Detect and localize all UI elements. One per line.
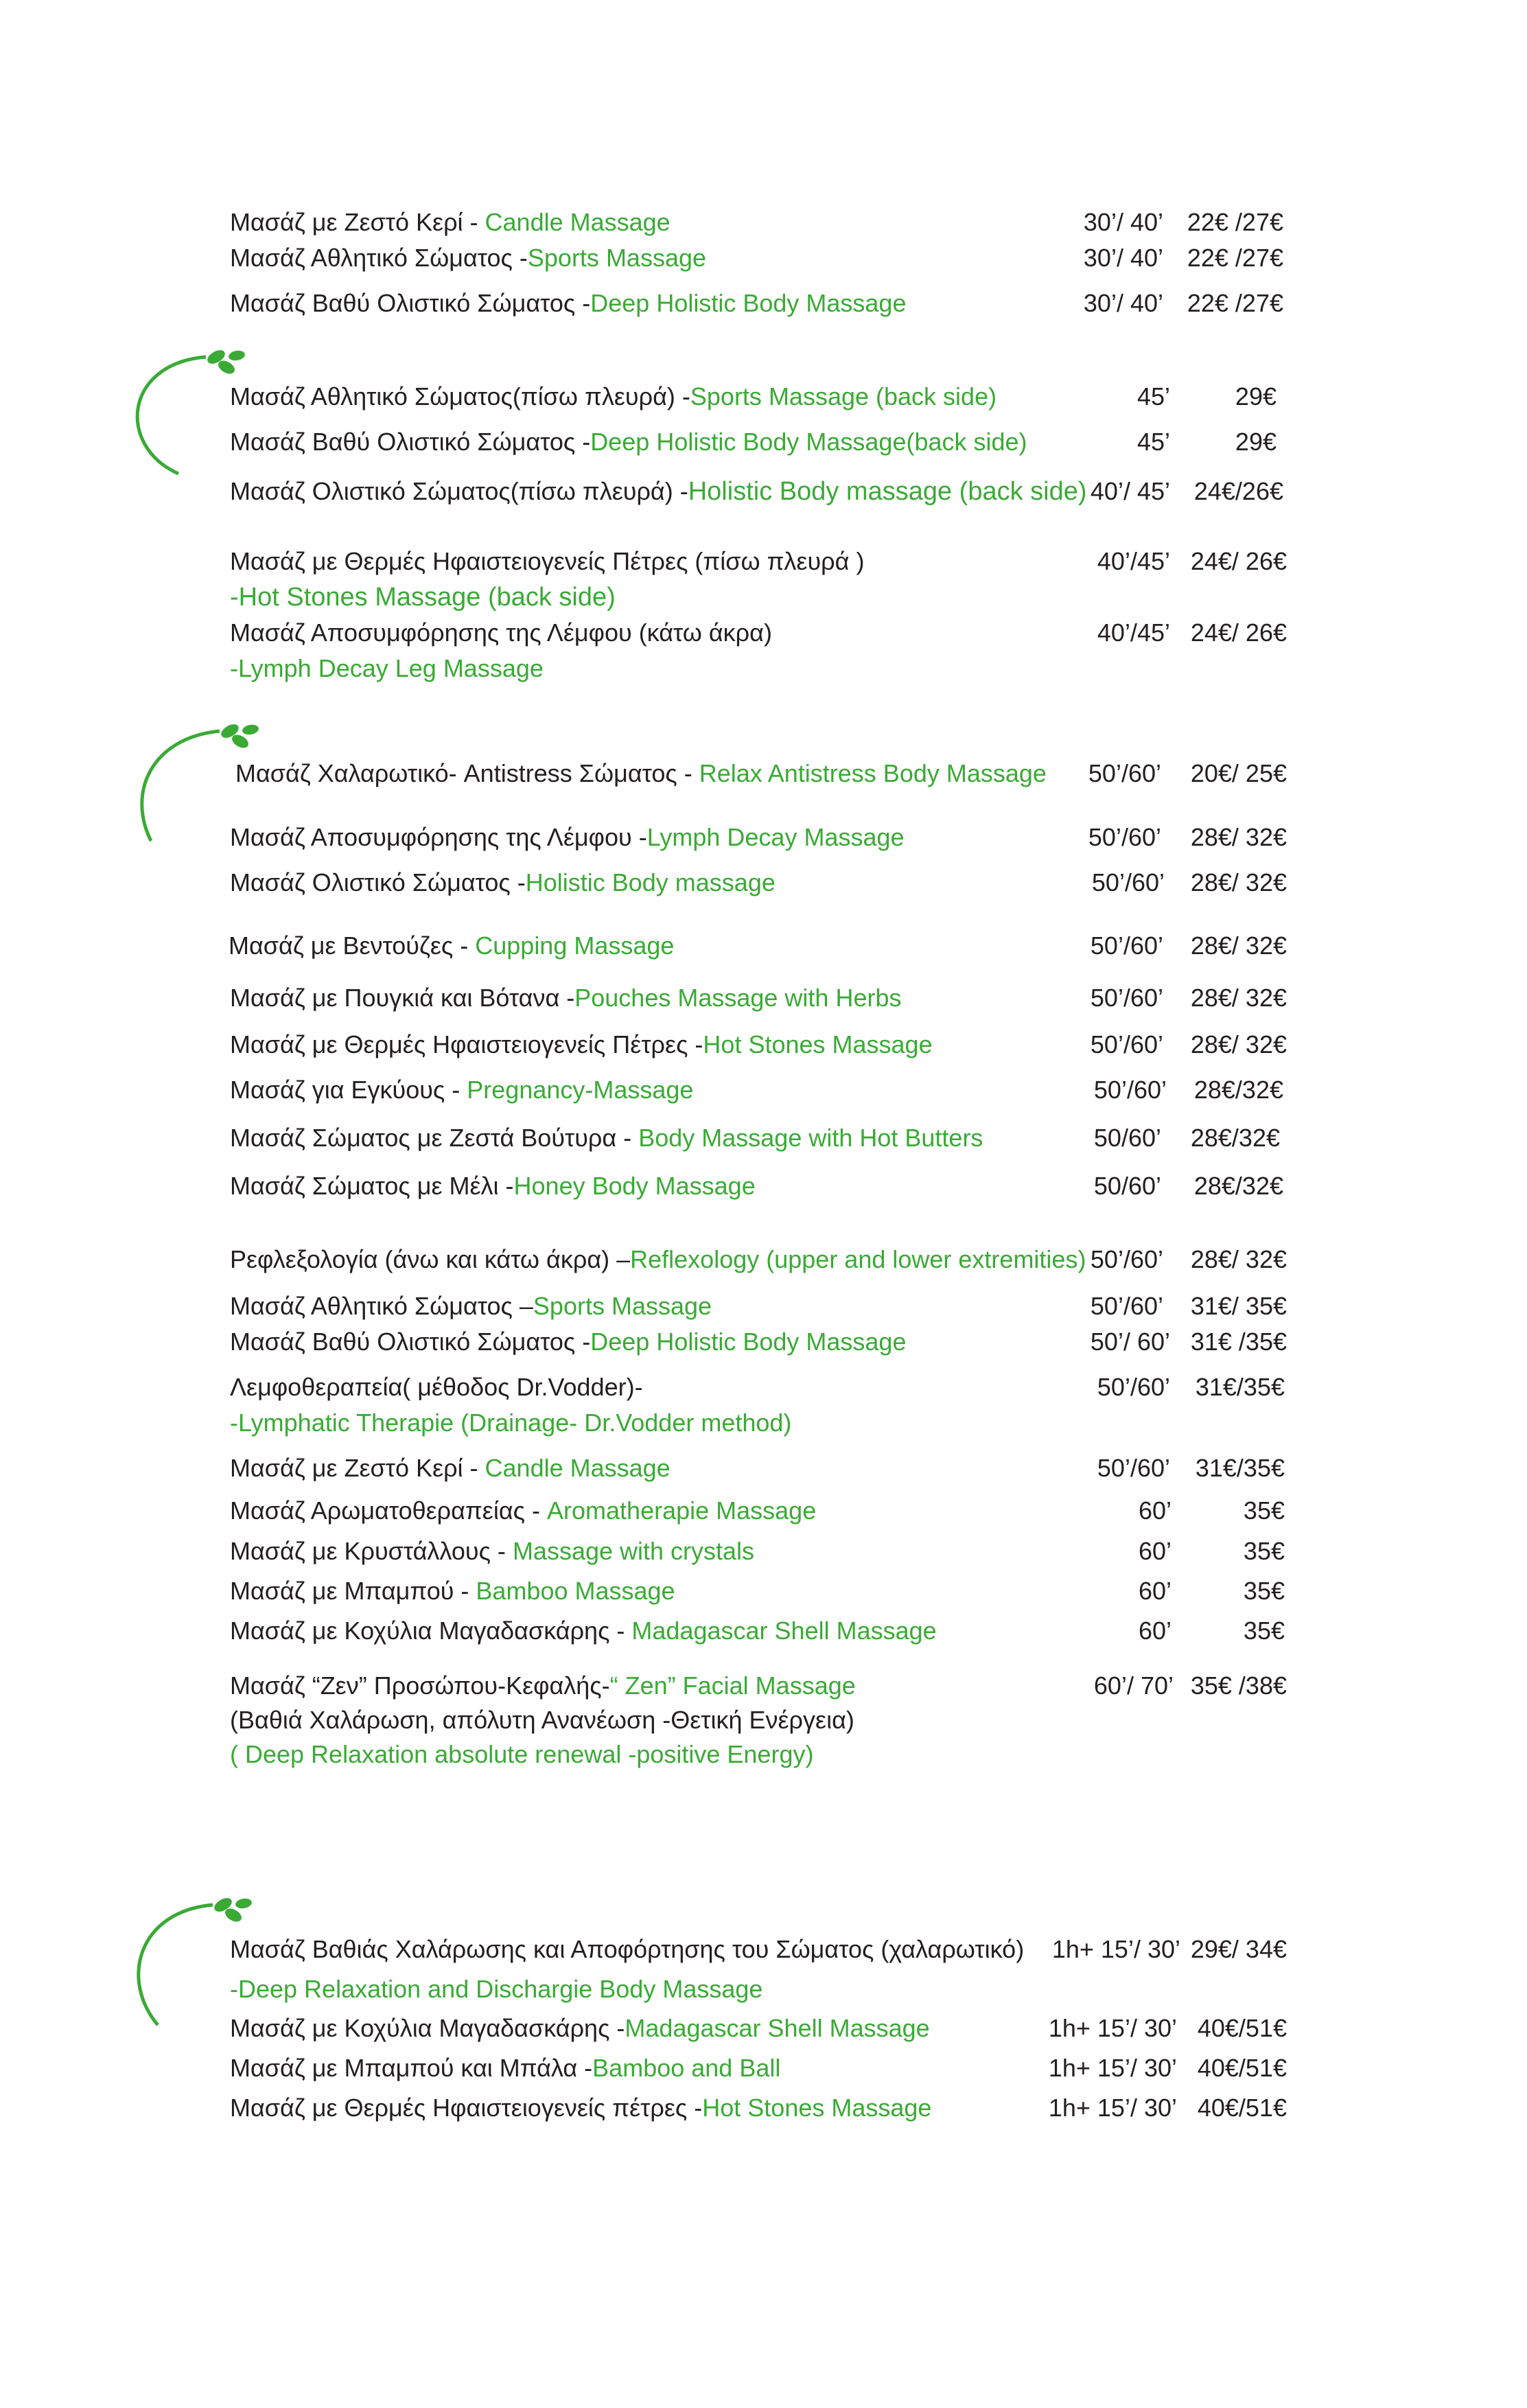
item-duration: 45’ <box>1136 382 1170 410</box>
item-duration: 50’/60’ <box>1090 984 1163 1012</box>
menu-item: Ρεφλεξολογία (άνω και κάτω άκρα) –Reflexology (upper and lower extremities) <box>230 1245 1086 1273</box>
item-duration: 1h+ 15’/ 30’ <box>1051 1935 1180 1963</box>
item-duration: 50’/60’ <box>1090 931 1163 960</box>
menu-item: Μασάζ Βαθύ Ολιστικό Σώματος -Deep Holistic Body Massage <box>230 289 907 317</box>
item-duration: 60’ <box>1138 1537 1172 1565</box>
item-duration: 60’/ 70’ <box>1093 1671 1174 1700</box>
item-duration: 50’/60’ <box>1093 1076 1167 1104</box>
item-duration: 50’/60’ <box>1088 759 1161 787</box>
leaf-swoosh-icon <box>110 343 254 481</box>
item-price: 28€/32€ <box>1190 1124 1280 1152</box>
item-price: 28€/ 32€ <box>1190 984 1287 1012</box>
menu-item-subtitle: -Deep Relaxation and Dischargie Body Massage <box>230 1975 763 2003</box>
menu-item: Μασάζ Αθλητικό Σώματος -Sports Massage <box>230 244 707 272</box>
item-duration: 50’/60’ <box>1090 1030 1163 1058</box>
item-duration: 50/60’ <box>1093 1172 1161 1200</box>
item-price: 28€/ 32€ <box>1190 1245 1287 1273</box>
menu-item-note: (Βαθιά Χαλάρωση, απόλυτη Ανανέωση -Θετική Ενέργεια) <box>230 1706 854 1734</box>
item-duration: 60’ <box>1138 1577 1172 1605</box>
menu-item: Μασάζ Βαθύ Ολιστικό Σώματος -Deep Holistic Body Massage <box>230 1328 907 1356</box>
menu-item-note-en: ( Deep Relaxation absolute renewal -positive Energy) <box>230 1740 814 1768</box>
item-price: 28€/ 32€ <box>1190 1030 1287 1058</box>
menu-item: Μασάζ με Μπαμπού και Μπάλα -Bamboo and Ball <box>230 2054 781 2082</box>
item-price: 29€ <box>1235 382 1277 410</box>
item-duration: 60’ <box>1138 1496 1172 1525</box>
item-price: 28€/ 32€ <box>1190 823 1287 851</box>
menu-item-title: Λεμφοθεραπεία( μέθοδος Dr.Vodder)- <box>230 1373 643 1401</box>
item-duration: 30’/ 40’ <box>1083 208 1163 236</box>
item-price: 29€/ 34€ <box>1190 1935 1287 1963</box>
item-duration: 50’/60’ <box>1097 1373 1170 1401</box>
item-duration: 40’/ 45’ <box>1090 477 1170 505</box>
item-price: 24€/26€ <box>1193 477 1283 505</box>
menu-item-subtitle: -Lymph Decay Leg Massage <box>230 654 544 682</box>
item-price: 22€ /27€ <box>1187 208 1283 236</box>
item-duration: 50’/60’ <box>1090 1245 1163 1273</box>
item-price: 40€/51€ <box>1197 2054 1287 2082</box>
menu-item: Μασάζ με Κοχύλια Μαγαδασκάρης - Madagascar Shell Massage <box>230 1617 937 1645</box>
item-duration: 1h+ 15’/ 30’ <box>1048 2054 1177 2082</box>
menu-item: Μασάζ με Βεντούζες - Cupping Massage <box>229 931 675 960</box>
menu-item: Μασάζ Βαθύ Ολιστικό Σώματος -Deep Holistic Body Massage(back side) <box>230 428 1027 456</box>
item-price: 40€/51€ <box>1197 2014 1287 2042</box>
menu-item: Μασάζ με Κοχύλια Μαγαδασκάρης -Madagascar Shell Massage <box>230 2014 930 2042</box>
item-price: 28€/ 32€ <box>1190 931 1287 960</box>
item-duration: 50/60’ <box>1093 1124 1161 1152</box>
item-duration: 50’/60’ <box>1091 868 1165 896</box>
menu-item: Μασάζ για Εγκύους - Pregnancy-Massage <box>230 1076 694 1104</box>
menu-item: Μασάζ Ολιστικό Σώματος(πίσω πλευρά) -Holistic Body massage (back side) <box>230 477 1087 506</box>
menu-item-title: Μασάζ με Θερμές Ηφαιστειογενείς Πέτρες (πίσω πλευρά ) <box>230 547 865 575</box>
item-price: 24€/ 26€ <box>1190 618 1287 647</box>
menu-item: Μασάζ με Θερμές Ηφαιστειογενείς πέτρες -Hot Stones Massage <box>230 2094 932 2122</box>
menu-item: Μασάζ Αποσυμφόρησης της Λέμφου -Lymph Decay Massage <box>230 823 905 851</box>
item-price: 40€/51€ <box>1197 2094 1287 2122</box>
item-price: 28€/ 32€ <box>1190 868 1287 896</box>
menu-item-title: Μασάζ Αποσυμφόρησης της Λέμφου (κάτω άκρα) <box>230 618 772 647</box>
item-duration: 1h+ 15’/ 30’ <box>1048 2014 1177 2042</box>
menu-item: Μασάζ Σώματος με Μέλι -Honey Body Massage <box>230 1172 756 1200</box>
item-price: 29€ <box>1235 428 1277 456</box>
menu-item: Μασάζ με Πουγκιά και Βότανα -Pouches Massage with Herbs <box>230 984 902 1012</box>
item-price: 24€/ 26€ <box>1190 547 1287 575</box>
menu-item: Μασάζ Αρωματοθεραπείας - Aromatherapie Massage <box>230 1496 817 1525</box>
item-duration: 50’/ 60’ <box>1090 1328 1170 1356</box>
item-duration: 50’/60’ <box>1097 1454 1170 1482</box>
menu-item: Μασάζ Αθλητικό Σώματος –Sports Massage <box>230 1292 712 1320</box>
item-duration: 30’/ 40’ <box>1083 289 1163 317</box>
menu-item: Μασάζ με Ζεστό Κερί - Candle Massage <box>230 1454 671 1482</box>
item-price: 35€ <box>1243 1617 1285 1645</box>
item-duration: 50’/60’ <box>1088 823 1161 851</box>
item-duration: 40’/45’ <box>1097 547 1170 575</box>
menu-item: Μασάζ Σώματος με Ζεστά Βούτυρα - Body Massage with Hot Butters <box>230 1124 983 1152</box>
item-price: 31€/35€ <box>1195 1373 1285 1401</box>
item-duration: 40’/45’ <box>1097 618 1170 647</box>
item-price: 20€/ 25€ <box>1190 759 1287 787</box>
menu-item-title: Μασάζ Βαθιάς Χαλάρωσης και Αποφόρτησης του Σώματος (χαλαρωτικό) <box>230 1935 1025 1963</box>
item-duration: 30’/ 40’ <box>1083 244 1163 272</box>
menu-item-subtitle: -Lymphatic Therapie (Drainage- Dr.Vodder method) <box>230 1409 792 1437</box>
item-duration: 50’/60’ <box>1090 1292 1163 1320</box>
menu-item-subtitle: -Hot Stones Massage (back side) <box>230 583 616 612</box>
item-price: 22€ /27€ <box>1187 244 1283 272</box>
menu-item: Μασάζ Χαλαρωτικό- Antistress Σώματος - Relax Antistress Body Massage <box>235 759 1047 787</box>
item-price: 31€ /35€ <box>1190 1328 1287 1356</box>
menu-item: Μασάζ με Κρυστάλλους - Massage with crystals <box>230 1537 755 1565</box>
item-price: 31€/35€ <box>1195 1454 1285 1482</box>
menu-item: Μασάζ με Μπαμπού - Bamboo Massage <box>230 1577 675 1605</box>
item-duration: 45’ <box>1136 428 1170 456</box>
item-price: 28€/32€ <box>1193 1076 1283 1104</box>
item-price: 22€ /27€ <box>1187 289 1283 317</box>
item-duration: 60’ <box>1138 1617 1172 1645</box>
item-price: 31€/ 35€ <box>1190 1292 1287 1320</box>
item-price: 35€ <box>1243 1577 1285 1605</box>
item-duration: 1h+ 15’/ 30’ <box>1048 2094 1177 2122</box>
menu-item: Μασάζ Αθλητικό Σώματος(πίσω πλευρά) -Sports Massage (back side) <box>230 382 997 410</box>
item-price: 35€ <box>1243 1537 1285 1565</box>
menu-item: Μασάζ Ολιστικό Σώματος -Holistic Body massage <box>230 868 776 896</box>
item-price: 35€ <box>1243 1496 1285 1525</box>
menu-item: Μασάζ με Ζεστό Κερί - Candle Massage <box>230 208 671 236</box>
menu-item: Μασάζ “Ζεν” Προσώπου-Κεφαλής-“ Zen” Facial Massage <box>230 1671 856 1700</box>
menu-item: Μασάζ με Θερμές Ηφαιστειογενείς Πέτρες -Hot Stones Massage <box>230 1030 933 1058</box>
item-price: 35€ /38€ <box>1190 1671 1287 1700</box>
item-price: 28€/32€ <box>1193 1172 1283 1200</box>
